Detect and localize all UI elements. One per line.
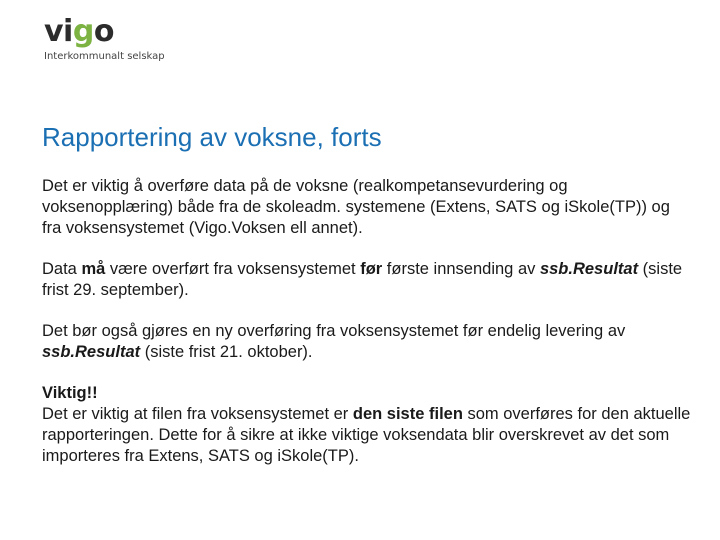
logo-tagline: Interkommunalt selskap bbox=[44, 51, 165, 62]
paragraph-3: Det bør også gjøres en ny overføring fra voksensystemet før endelig levering av ssb.Resultat (siste frist 21. oktober). bbox=[42, 322, 626, 361]
paragraph-4: Viktig!! Det er viktig at filen fra voksensystemet er den siste filen som overføres for den aktuelle rapporteringen. Dette for å sikre at ikke viktige voksendata blir overskrevet av det som importeres fra Extens, SATS og iSkole(TP). bbox=[42, 384, 691, 465]
logo-wordmark: vigo bbox=[44, 14, 114, 49]
vigo-logo bbox=[44, 14, 165, 63]
paragraph-1: Det er viktig å overføre data på de voksne (realkompetansevurdering og voksenopplæring) både fra de skoleadm. systemene (Extens, SATS og iSkole(TP)) og fra voksensystemet (Vigo.Voksen ell annet). bbox=[42, 177, 670, 237]
important-heading: Viktig!! bbox=[42, 384, 98, 402]
paragraph-2: Data må være overført fra voksensystemet før første innsending av ssb.Resultat (siste frist 29. september). bbox=[42, 260, 683, 299]
page-title: Rapportering av voksne, forts bbox=[42, 122, 382, 152]
body-content bbox=[42, 176, 692, 487]
